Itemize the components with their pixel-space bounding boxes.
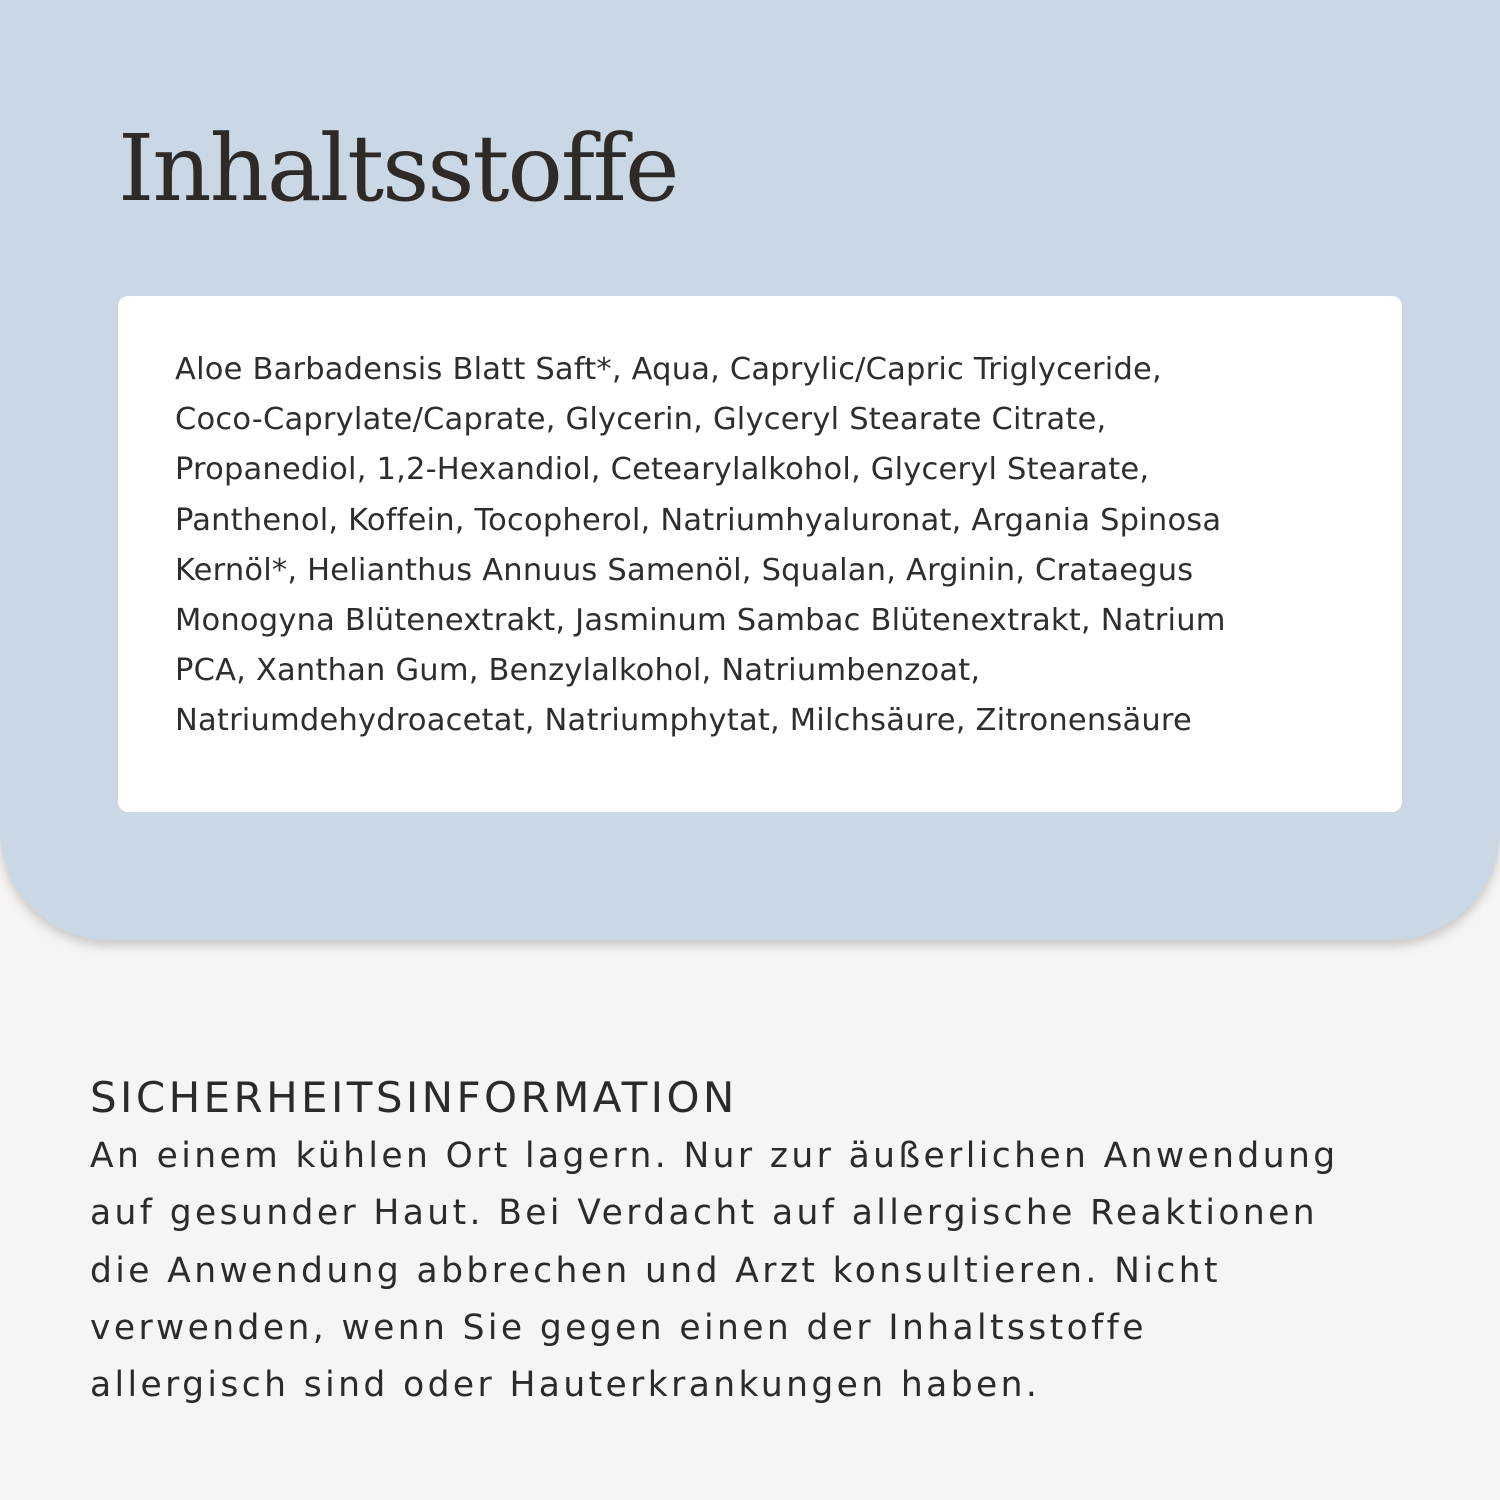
safety-heading: SICHERHEITSINFORMATION <box>90 1073 738 1122</box>
ingredients-list: Aloe Barbadensis Blatt Saft*, Aqua, Caprylic/Capric Triglyceride, Coco-Caprylate/Caprate, Glycerin, Glyceryl Stearate Citrate, Propanediol, 1,2-Hexandiol, Cetearylalkohol, Glyceryl Stearate, Panthenol, Koffein, Tocopherol, Natriumhyaluronat, Argania Spinosa Kernöl*, Helianthus Annuus Samenöl, Squalan, Arginin, Crataegus Monogyna Blütenextrakt, Jasminum Sambac Blütenextrakt, Natrium PCA, Xanthan Gum, Benzylalkohol, Natriumbenzoat, Natriumdehydroacetat, Natriumphytat, Milchsäure, Zitronensäure <box>175 352 1226 739</box>
ingredients-title: Inhaltsstoffe <box>118 115 678 222</box>
safety-section <box>90 1068 1470 1414</box>
safety-text: An einem kühlen Ort lagern. Nur zur äußerlichen Anwendung auf gesunder Haut. Bei Verdacht auf allergische Reaktionen die Anwendung abbrechen und Arzt konsultieren. Nicht verwenden, wenn Sie gegen einen der Inhaltsstoffe allergisch sind oder Hauterkrankungen haben. <box>90 1136 1339 1406</box>
ingredients-card <box>118 296 1402 812</box>
